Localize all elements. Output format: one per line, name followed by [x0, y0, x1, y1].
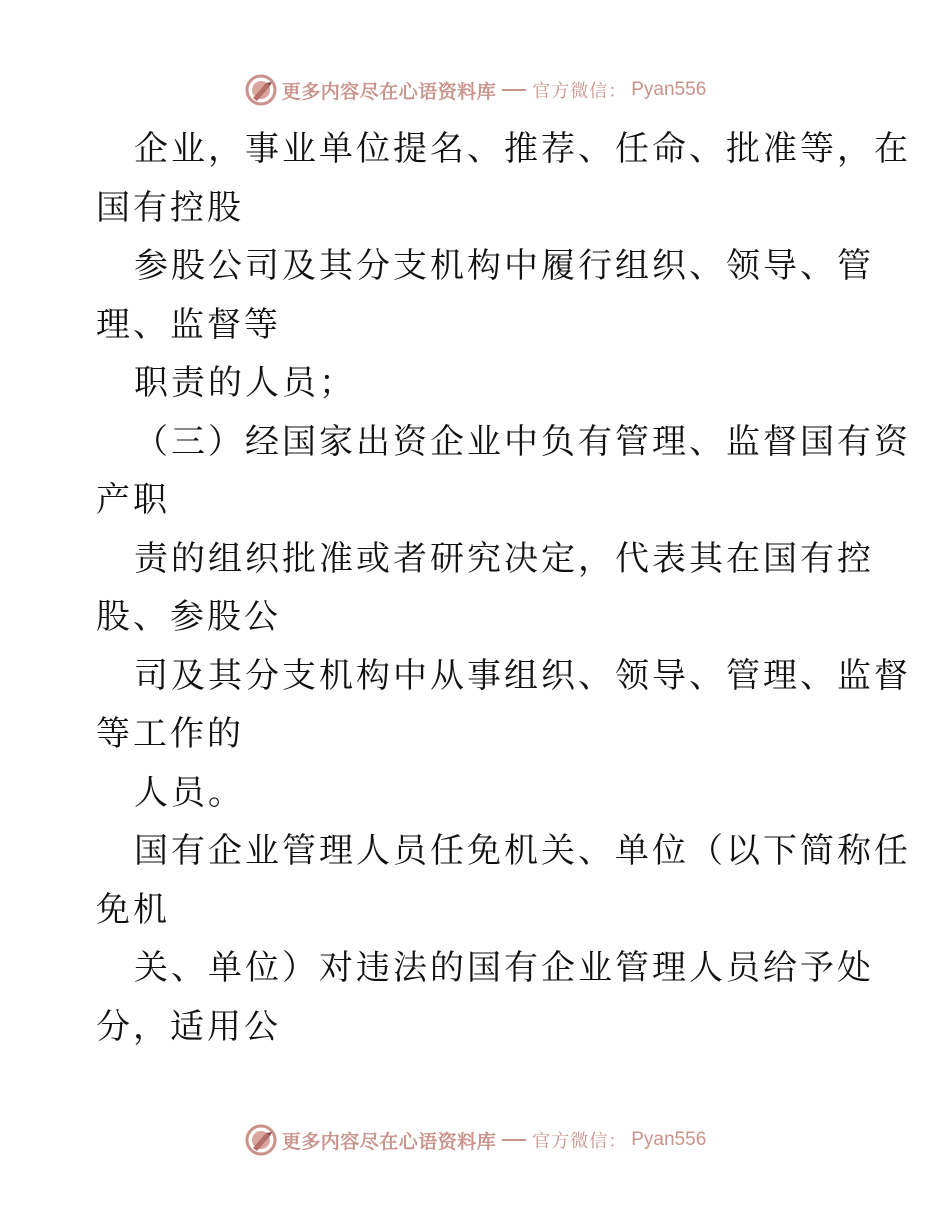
watermark-dash: [502, 89, 526, 91]
text-line: 参股公司及其分支机构中履行组织、领导、管: [134, 246, 874, 286]
header-watermark-content: [244, 73, 707, 107]
watermark-wechat-label: 官方微信：: [532, 81, 628, 102]
watermark-wechat-label: 官方微信：: [532, 1131, 628, 1152]
text-line: 关、单位）对违法的国有企业管理人员给予处: [134, 948, 874, 988]
watermark-wechat-id: Pyan556: [631, 79, 707, 100]
text-line: 人员。: [134, 772, 245, 813]
footer-watermark: [0, 1120, 950, 1160]
text-line: 股、参股公: [96, 597, 281, 637]
text-line: 国有控股: [96, 187, 244, 228]
watermark-wechat-id: Pyan556: [631, 1129, 707, 1150]
pen-logo-icon: [244, 73, 278, 107]
text-line: 产职: [96, 480, 170, 520]
text-line: 企业，事业单位提名、推荐、任命、批准等，在: [134, 129, 911, 169]
pen-logo-icon: [244, 1123, 278, 1157]
text-line: 责的组织批准或者研究决定，代表其在国有控: [134, 538, 874, 579]
watermark-main-text: 更多内容尽在心语资料库: [281, 1130, 497, 1153]
document-body: [96, 120, 911, 1056]
text-line: 国有企业管理人员任免机关、单位（以下简称任: [134, 831, 911, 871]
text-line: 职责的人员；: [134, 363, 356, 403]
footer-watermark-content: [244, 1123, 707, 1157]
text-line: 等工作的: [96, 714, 244, 754]
watermark-main-text: 更多内容尽在心语资料库: [281, 80, 497, 103]
header-watermark: [0, 70, 950, 110]
text-line: 分，适用公: [96, 1006, 281, 1047]
watermark-dash: [502, 1139, 526, 1141]
text-line: 理、监督等: [96, 304, 281, 345]
text-line: （三）经国家出资企业中负有管理、监督国有资: [134, 421, 911, 462]
text-line: 免机: [96, 889, 170, 930]
text-line: 司及其分支机构中从事组织、领导、管理、监督: [134, 655, 911, 696]
